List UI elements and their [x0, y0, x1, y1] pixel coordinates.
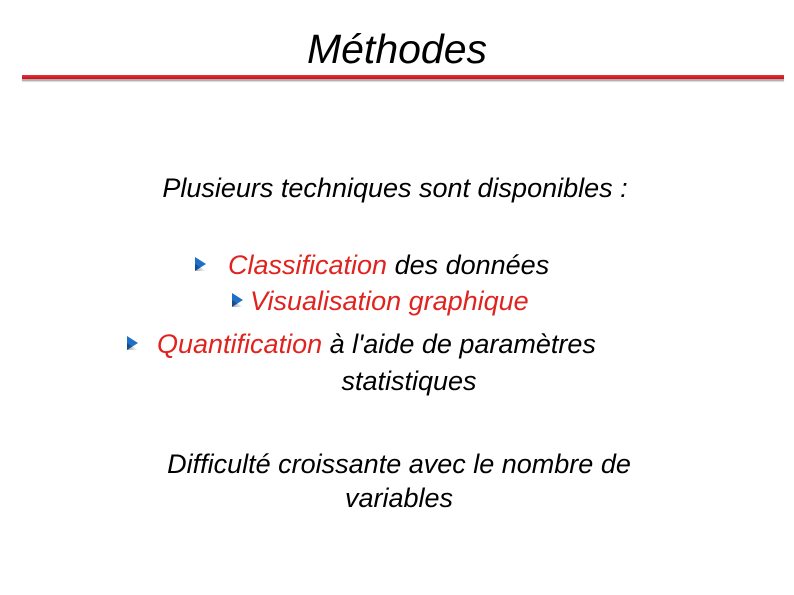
- bullet-item-quantification: [157, 327, 596, 361]
- slide-title: Méthodes: [306, 26, 488, 72]
- bullet-highlight: Quantification: [157, 329, 323, 359]
- triangle-bullet-icon: [127, 336, 138, 350]
- bullet-highlight: Classification: [228, 250, 388, 280]
- bullet-text: des données: [387, 250, 550, 280]
- closing-line-2: variables: [344, 483, 454, 513]
- intro-text: Plusieurs techniques sont disponibles :: [162, 173, 628, 203]
- bullet-highlight: Visualisation graphique: [250, 286, 529, 316]
- bullet-text: à l'aide de paramètres: [322, 329, 596, 359]
- triangle-bullet-icon: [195, 257, 206, 271]
- title-underline: [22, 75, 784, 79]
- bullet-item-quantification-continuation: statistiques: [341, 366, 477, 396]
- bullet-item-visualisation: [250, 284, 529, 318]
- closing-line-1: Difficulté croissante avec le nombre de: [167, 449, 631, 479]
- closing-text: [2, 447, 794, 515]
- bullet-item-classification: [228, 248, 549, 282]
- triangle-bullet-icon: [232, 293, 243, 307]
